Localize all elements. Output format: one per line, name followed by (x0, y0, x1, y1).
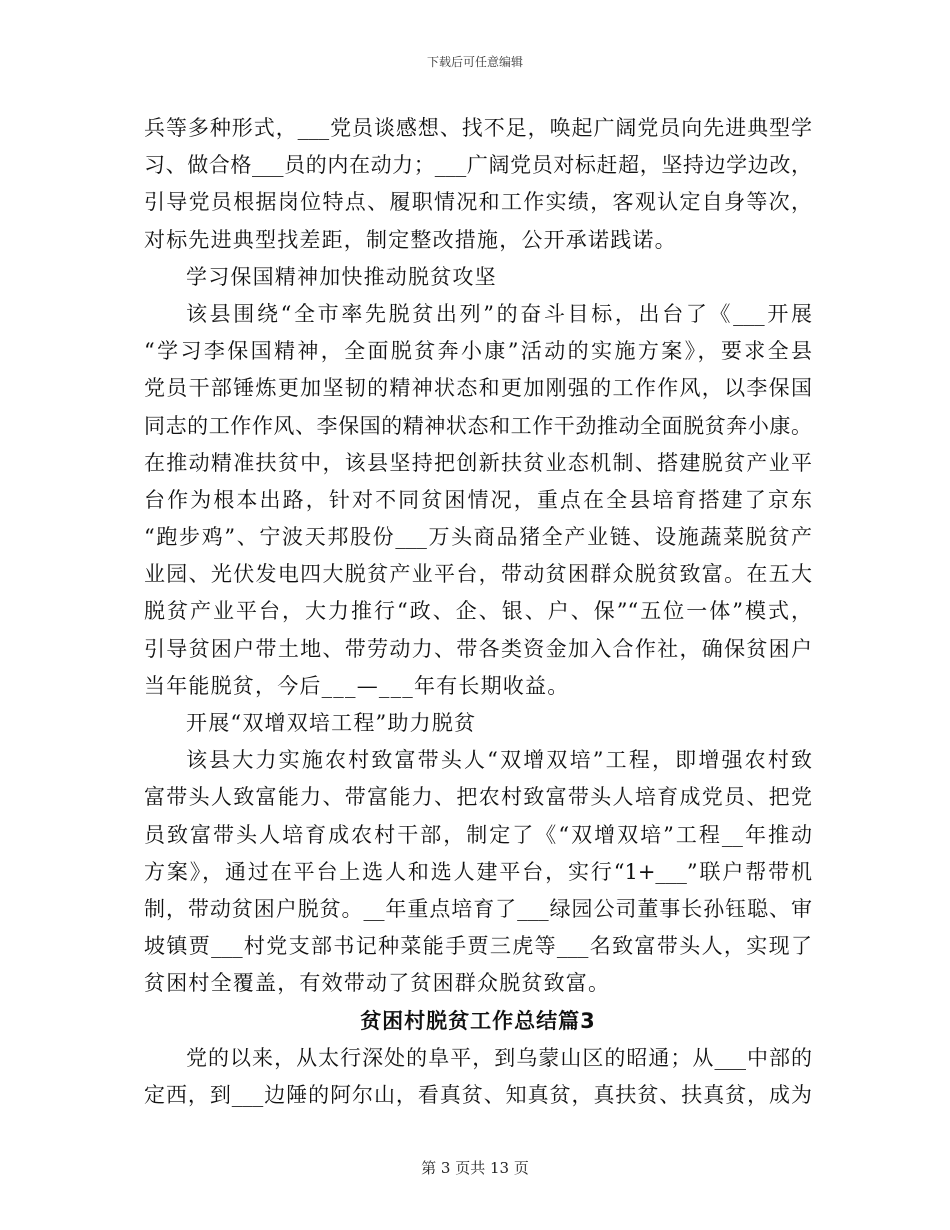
chapter-title: 贫困村脱贫工作总结篇3 (360, 1008, 596, 1033)
paragraph-line: “学习李保国精神，全面脱贫奔小康”活动的实施方案》，要求全县 (144, 339, 812, 364)
paragraph-line: 习、做合格___员的内在动力；___广阔党员对标赶超，坚持边学边改， (144, 153, 812, 178)
paragraph-line: 该县大力实施农村致富带头人“双增双培”工程，即增强农村致 (186, 748, 812, 773)
document-body (144, 110, 812, 1114)
paragraph-line: 当年能脱贫，今后___—___年有长期收益。 (144, 673, 570, 698)
paragraph-line: 员致富带头人培育成农村干部，制定了《“双增双培”工程__年推动 (144, 822, 812, 847)
paragraph-line: “跑步鸡”、宁波天邦股份___万头商品猪全产业链、设施蔬菜脱贫产 (144, 525, 812, 550)
paragraph-line: 台作为根本出路，针对不同贫困情况，重点在全县培育搭建了京东 (144, 487, 812, 512)
paragraph-line: 方案》，通过在平台上选人和选人建平台，实行“1+___”联户帮带机 (144, 859, 812, 884)
paragraph-line: 业园、光伏发电四大脱贫产业平台，带动贫困群众脱贫致富。在五大 (144, 562, 812, 587)
paragraph-line: 引导贫困户带土地、带劳动力、带各类资金加入合作社，确保贫困户 (144, 636, 812, 661)
paragraph-line: 定西，到___边陲的阿尔山，看真贫、知真贫，真扶贫、扶真贫，成为 (144, 1082, 812, 1107)
page-header: 下载后可任意编辑 (426, 55, 523, 69)
paragraph-line: 在推动精准扶贫中，该县坚持把创新扶贫业态机制、搭建脱贫产业平 (144, 450, 812, 475)
paragraph-line: 该县围绕“全市率先脱贫出列”的奋斗目标，出台了《___开展 (186, 301, 812, 326)
paragraph-line: 脱贫产业平台，大力推行“政、企、银、户、保”“五位一体”模式， (144, 599, 812, 624)
page-footer: 第 3 页共 13 页 (421, 1159, 529, 1177)
paragraph-line: 引导党员根据岗位特点、履职情况和工作实绩，客观认定自身等次， (144, 190, 812, 215)
section-title: 开展“双增双培工程”助力脱贫 (186, 711, 477, 735)
paragraph-line: 富带头人致富能力、带富能力、把农村致富带头人培育成党员、把党 (144, 785, 812, 810)
paragraph-line: 兵等多种形式，___党员谈感想、找不足，唤起广阔党员向先进典型学 (144, 116, 812, 140)
section-title: 学习保国精神加快推动脱贫攻坚 (186, 264, 497, 289)
paragraph-line: 对标先进典型找差距，制定整改措施，公开承诺践诺。 (144, 227, 677, 252)
paragraph-line: 制，带动贫困户脱贫。__年重点培育了___绿园公司董事长孙钰聪、审 (144, 896, 812, 921)
paragraph-line: 同志的工作作风、李保国的精神状态和工作干劲推动全面脱贫奔小康。 (144, 413, 812, 438)
paragraph-line: 坡镇贾___村党支部书记种菜能手贾三虎等___名致富带头人，实现了 (144, 934, 812, 959)
paragraph-line: 党员干部锤炼更加坚韧的精神状态和更加刚强的工作作风，以李保国 (144, 376, 812, 401)
paragraph-line: 贫困村全覆盖，有效带动了贫困群众脱贫致富。 (144, 971, 611, 996)
paragraph-line: 党的以来，从太行深处的阜平，到乌蒙山区的昭通；从___中部的 (186, 1045, 812, 1070)
